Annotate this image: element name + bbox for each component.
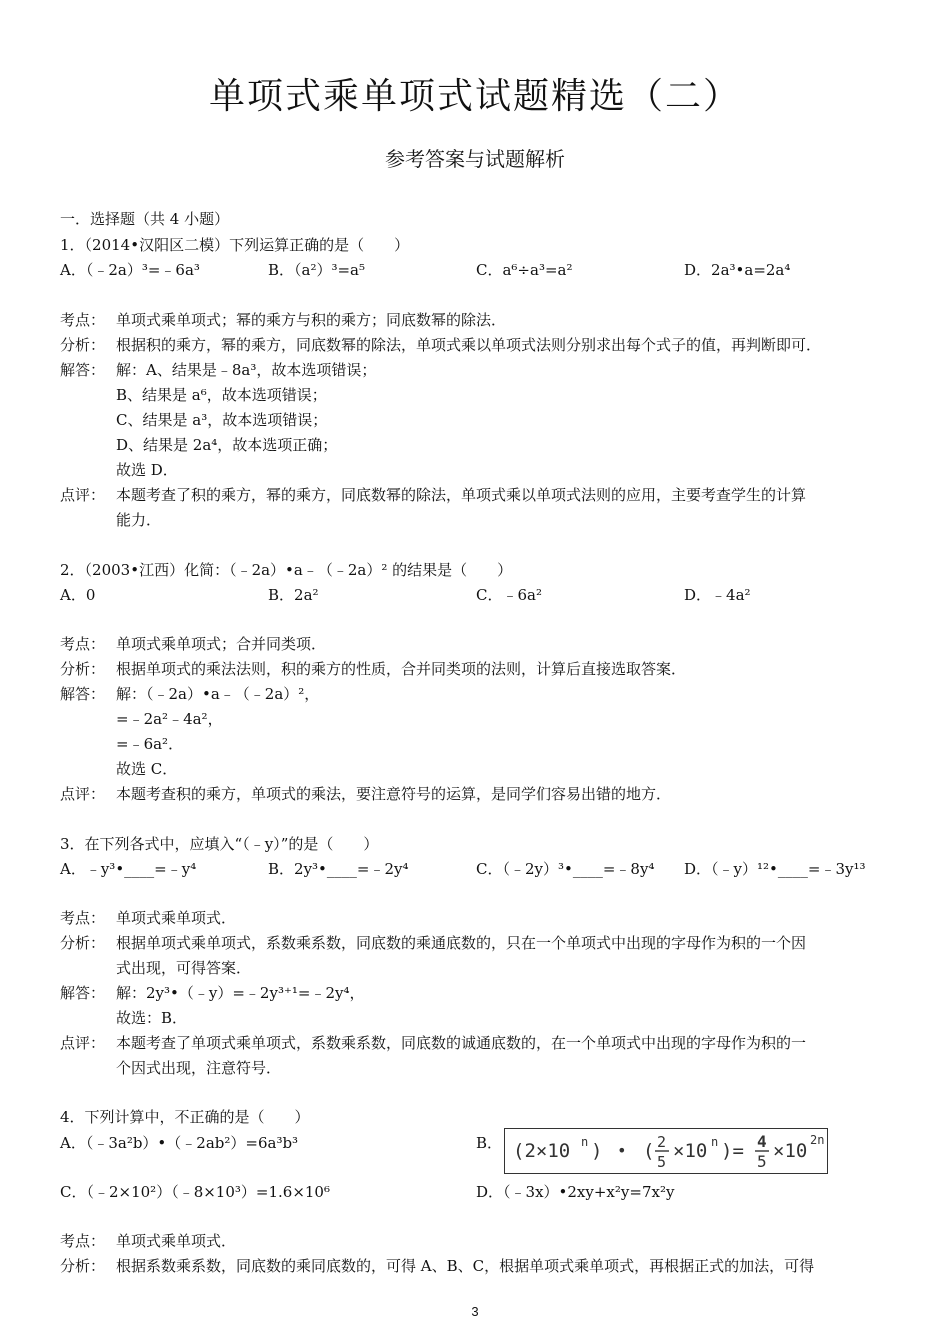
svg-text:4: 4: [757, 1132, 767, 1151]
q3-option-c: C．（﹣2y）³•____=﹣8y⁴: [476, 860, 655, 878]
q3-option-a: A．﹣y³•____=﹣y⁴: [60, 860, 197, 878]
q4-stem: 4．下列计算中，不正确的是（ ）: [60, 1108, 310, 1126]
q4-fenxi-row: [60, 1256, 814, 1276]
kaodian-label: 考点：: [60, 909, 106, 927]
dianping-label: 点评：: [60, 1034, 106, 1052]
kaodian-label: 考点：: [60, 1232, 106, 1250]
q1-jieda-line: D、结果是 2a⁴，故本选项正确；: [116, 436, 338, 454]
svg-text:•: •: [617, 1141, 627, 1160]
q2-option-a: A．0: [60, 586, 96, 604]
q2-jieda-line: =﹣6a²．: [116, 735, 184, 753]
dianping-label: 点评：: [60, 486, 106, 504]
q2-option-b: B．2a²: [268, 586, 319, 604]
q4-option-c: C．（﹣2×10²）（﹣8×10³）=1.6×10⁶: [60, 1183, 330, 1201]
page-subtitle: 参考答案与试题解析: [385, 147, 565, 171]
q3-fenxi-row: [60, 933, 806, 953]
section-heading: 一．选择题（共 4 小题）: [60, 210, 230, 228]
q1-dianping-row: [60, 485, 806, 505]
q1-jieda-row: [60, 360, 376, 380]
q1-stem: 1．（2014•汉阳区二模）下列运算正确的是（ ）: [60, 236, 410, 254]
jieda-label: 解答：: [60, 361, 106, 379]
svg-text:(2×10: (2×10: [513, 1140, 571, 1162]
q2-fenxi: 根据单项式的乘法法则，积的乘方的性质，合并同类项的法则，计算后直接选取答案．: [116, 660, 687, 678]
q2-stem: 2．（2003•江西）化简：（﹣2a）•a﹣（﹣2a）² 的结果是（ ）: [60, 561, 513, 579]
q2-kaodian: 单项式乘单项式；合并同类项．: [116, 635, 327, 653]
svg-text:×10: ×10: [673, 1140, 708, 1162]
svg-text:×10: ×10: [773, 1140, 808, 1162]
formula-graphic: [505, 1129, 827, 1173]
svg-text:2: 2: [657, 1133, 667, 1151]
svg-text:5: 5: [757, 1152, 767, 1171]
q1-kaodian: 单项式乘单项式；幂的乘方与积的乘方；同底数幂的除法．: [116, 311, 507, 329]
q3-kaodian-row: [60, 908, 236, 928]
q2-fenxi-row: [60, 659, 686, 679]
q2-dianping: 本题考查积的乘方，单项式的乘法，要注意符号的运算，是同学们容易出错的地方．: [116, 785, 672, 803]
q3-fenxi: 根据单项式乘单项式，系数乘系数，同底数的乘通底数的，只在一个单项式中出现的字母作为积的一个因: [116, 934, 807, 952]
q1-jieda-line: B、结果是 a⁶，故本选项错误；: [116, 386, 327, 404]
q3-jieda-row: [60, 983, 364, 1003]
q2-jieda-line: 解：（﹣2a）•a﹣（﹣2a）²，: [116, 685, 320, 703]
q1-dianping-cont: 能力．: [116, 511, 162, 529]
q2-kaodian-row: [60, 634, 326, 654]
q1-option-d: D．2a³•a=2a⁴: [684, 261, 791, 279]
kaodian-label: 考点：: [60, 635, 106, 653]
svg-text:n: n: [711, 1135, 719, 1149]
q3-jieda-line: 解：2y³•（﹣y）=﹣2y³⁺¹=﹣2y⁴，: [116, 984, 365, 1002]
q3-dianping-cont: 个因式出现，注意符号．: [116, 1059, 282, 1077]
q3-dianping-row: [60, 1033, 806, 1053]
kaodian-label: 考点：: [60, 311, 106, 329]
svg-text:)=: )=: [721, 1140, 744, 1162]
svg-text:(: (: [643, 1140, 655, 1162]
q4-kaodian-row: [60, 1231, 236, 1251]
q2-option-c: C．﹣6a²: [476, 586, 542, 604]
q4-option-b-formula-image: [504, 1128, 828, 1174]
q2-dianping-row: [60, 784, 671, 804]
q3-option-d: D．（﹣y）¹²•____=﹣3y¹³: [684, 860, 866, 878]
dianping-label: 点评：: [60, 785, 106, 803]
q1-jieda-line: 故选 D．: [116, 461, 178, 479]
page-title: 单项式乘单项式试题精选（二）: [208, 76, 741, 117]
q2-jieda-line: =﹣2a²﹣4a²，: [116, 710, 223, 728]
q1-jieda-line: C、结果是 a³，故本选项错误；: [116, 411, 328, 429]
q1-jieda-line: 解：A、结果是﹣8a³，故本选项错误；: [116, 361, 377, 379]
q4-kaodian: 单项式乘单项式．: [116, 1232, 237, 1250]
q1-dianping: 本题考查了积的乘方，幂的乘方，同底数幂的除法，单项式乘以单项式法则的应用，主要考查学生的计算: [116, 486, 807, 504]
svg-text:n: n: [581, 1135, 589, 1149]
q3-dianping: 本题考查了单项式乘单项式，系数乘系数，同底数的诚通底数的，在一个单项式中出现的字母作为积的一: [116, 1034, 807, 1052]
q1-option-b: B．（a²）³=a⁵: [268, 261, 366, 279]
q4-fenxi: 根据系数乘系数，同底数的乘同底数的，可得 A、B、C，根据单项式乘单项式，再根据正式的加法，可得: [116, 1257, 815, 1275]
fenxi-label: 分析：: [60, 1257, 106, 1275]
svg-text:5: 5: [657, 1153, 667, 1171]
q1-fenxi: 根据积的乘方，幂的乘方，同底数幂的除法，单项式乘以单项式法则分别求出每个式子的值，再判断即可．: [116, 336, 822, 354]
q3-kaodian: 单项式乘单项式．: [116, 909, 237, 927]
q3-fenxi-cont: 式出现，可得答案．: [116, 959, 252, 977]
q2-option-d: D．﹣4a²: [684, 586, 751, 604]
fenxi-label: 分析：: [60, 934, 106, 952]
page-number: 3: [471, 1304, 479, 1319]
jieda-label: 解答：: [60, 685, 106, 703]
q2-jieda-line: 故选 C．: [116, 760, 178, 778]
fenxi-label: 分析：: [60, 660, 106, 678]
q3-option-b: B．2y³•____=﹣2y⁴: [268, 860, 409, 878]
q3-jieda-line: 故选：B．: [116, 1009, 188, 1027]
q1-kaodian-row: [60, 310, 506, 330]
svg-text:2n: 2n: [810, 1133, 825, 1147]
q4-option-a: A．（﹣3a²b）•（﹣2ab²）=6a³b³: [60, 1134, 299, 1152]
q4-option-d: D．（﹣3x）•2xy+x²y=7x²y: [476, 1183, 675, 1201]
q1-option-a: A．（﹣2a）³=﹣6a³: [60, 261, 200, 279]
fenxi-label: 分析：: [60, 336, 106, 354]
jieda-label: 解答：: [60, 984, 106, 1002]
svg-text:): ): [591, 1140, 603, 1162]
q1-fenxi-row: [60, 335, 821, 355]
q3-stem: 3．在下列各式中，应填入“（﹣y）”的是（ ）: [60, 835, 379, 853]
q2-jieda-row: [60, 684, 319, 704]
q1-option-c: C．a⁶÷a³=a²: [476, 261, 573, 279]
q4-option-b-label: B．: [476, 1134, 503, 1152]
